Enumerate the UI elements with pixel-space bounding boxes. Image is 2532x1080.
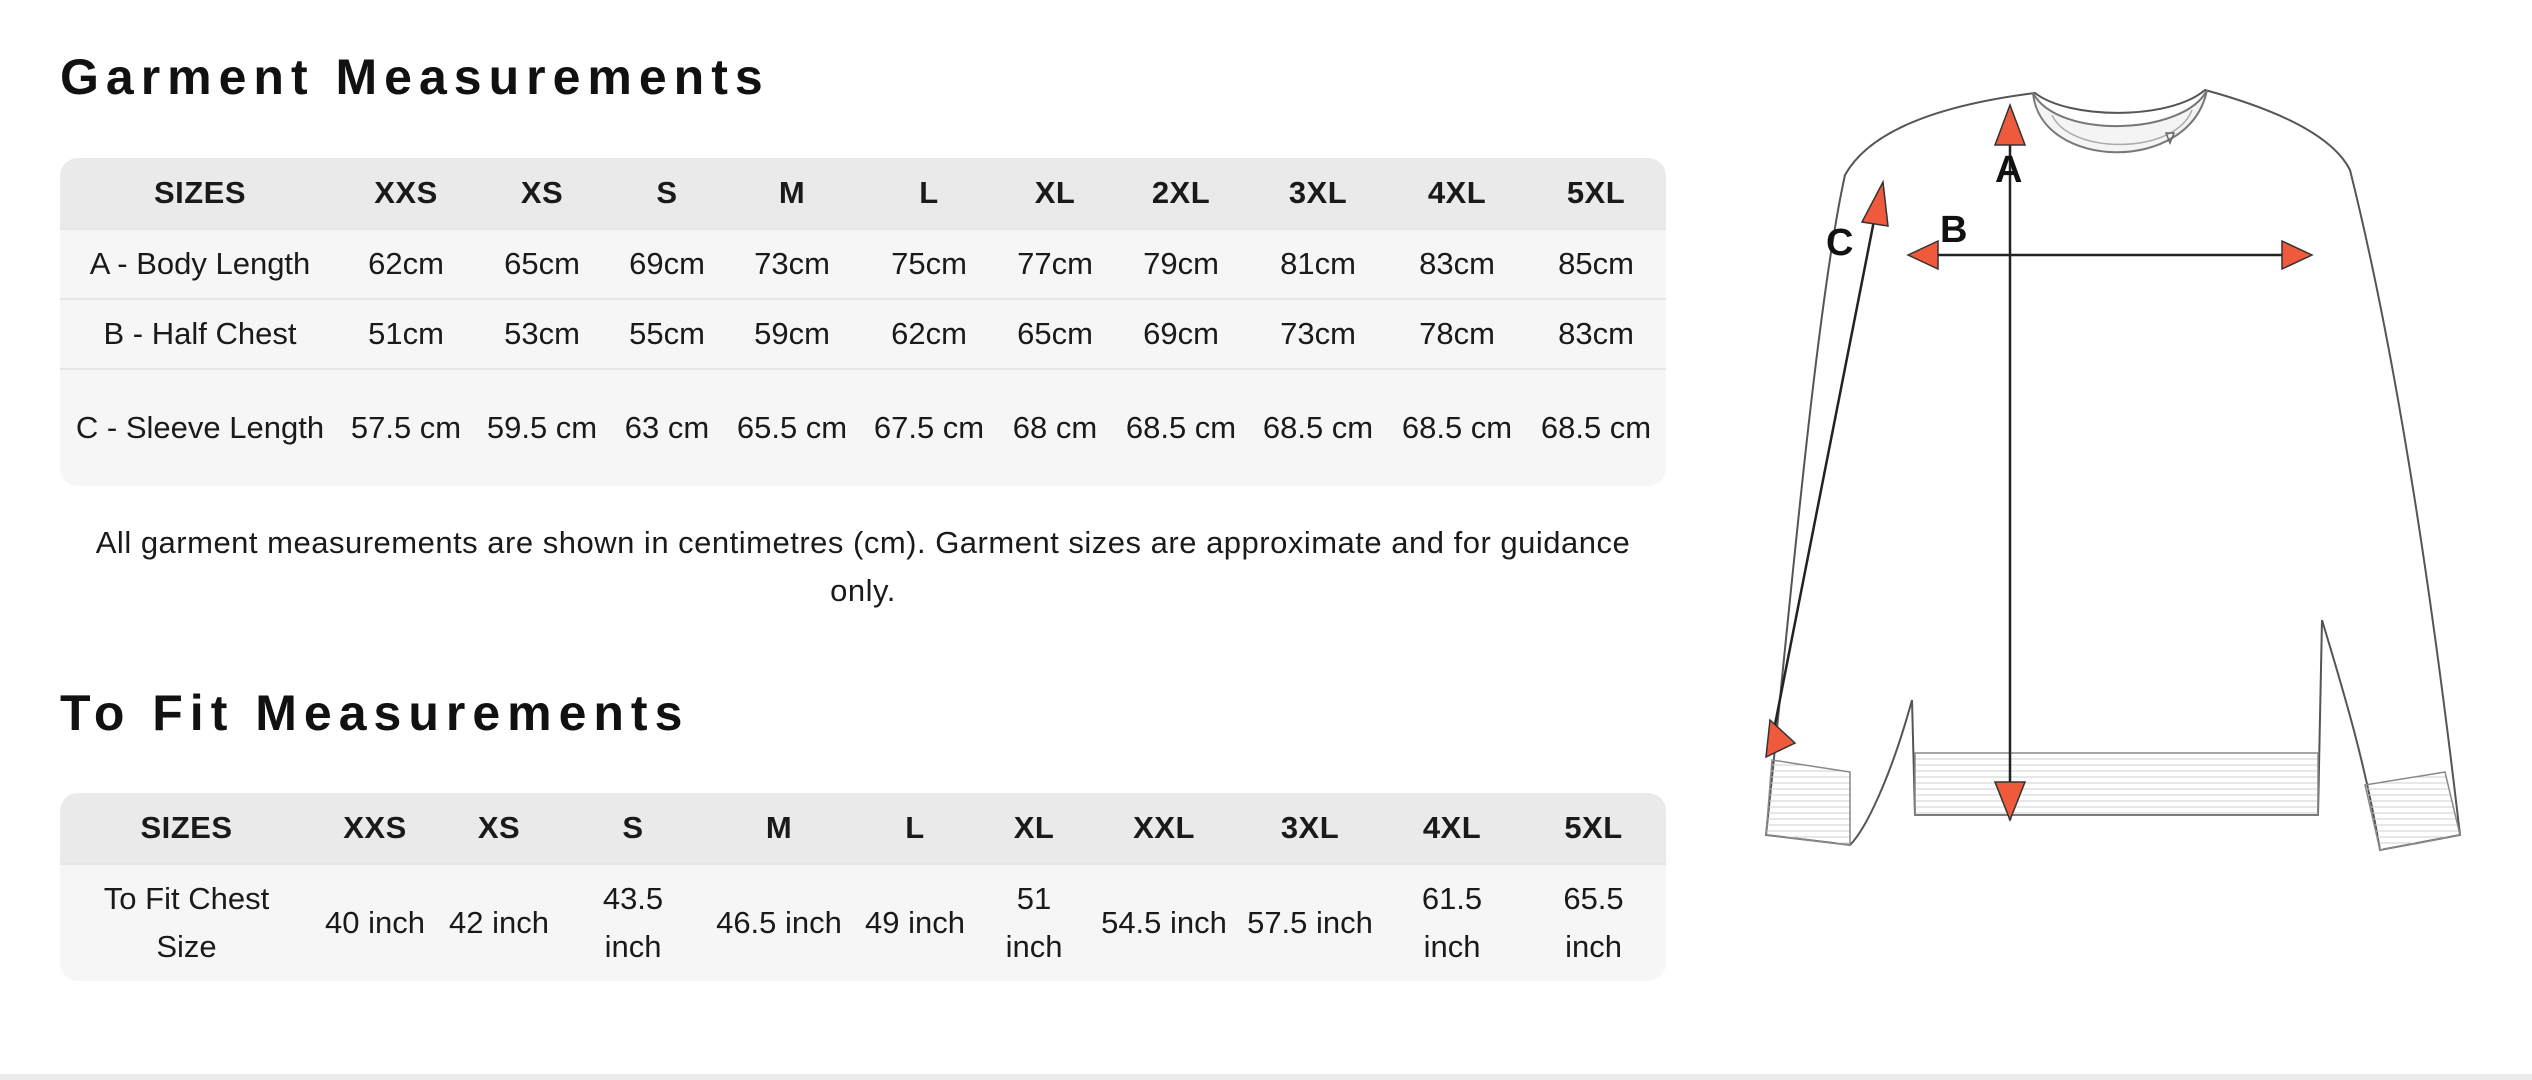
table-cell: 53cm bbox=[472, 298, 612, 368]
table-cell: 57.5 cm bbox=[340, 368, 472, 486]
row-label: C - Sleeve Length bbox=[60, 368, 340, 486]
table-cell: 81cm bbox=[1248, 228, 1388, 298]
table-cell: 40 inch bbox=[313, 863, 437, 981]
table-cell: 43.5 inch bbox=[561, 863, 705, 981]
table-cell: 68 cm bbox=[996, 368, 1114, 486]
header-cell: S bbox=[612, 158, 722, 228]
row-label: B - Half Chest bbox=[60, 298, 340, 368]
label-a: A bbox=[1995, 149, 2023, 191]
table-row bbox=[60, 298, 1666, 368]
to-fit-measurements-title: To Fit Measurements bbox=[60, 685, 690, 741]
header-cell: M bbox=[705, 793, 853, 863]
header-cell: SIZES bbox=[60, 158, 340, 228]
table-header-row bbox=[60, 158, 1666, 228]
table-cell: 49 inch bbox=[853, 863, 977, 981]
header-cell: XS bbox=[472, 158, 612, 228]
table-cell: 78cm bbox=[1388, 298, 1526, 368]
sweater-hem bbox=[1915, 753, 2318, 815]
row-label: To Fit Chest Size bbox=[60, 863, 313, 981]
sweater-body-outline bbox=[1766, 90, 2460, 850]
table-cell: 65.5 cm bbox=[722, 368, 862, 486]
table-cell: 46.5 inch bbox=[705, 863, 853, 981]
table-cell: 42 inch bbox=[437, 863, 561, 981]
right-cuff bbox=[2365, 772, 2460, 850]
header-cell: XXL bbox=[1091, 793, 1237, 863]
table-cell: 65cm bbox=[996, 298, 1114, 368]
left-cuff bbox=[1766, 760, 1850, 845]
header-cell: 3XL bbox=[1248, 158, 1388, 228]
header-cell: S bbox=[561, 793, 705, 863]
table-cell: 67.5 cm bbox=[862, 368, 996, 486]
measurement-note: All garment measurements are shown in centimetres (cm). Garment sizes are approximate and for guidance only. bbox=[95, 525, 1631, 608]
table-cell: 51cm bbox=[340, 298, 472, 368]
header-cell: XS bbox=[437, 793, 561, 863]
header-cell: XXS bbox=[313, 793, 437, 863]
table-cell: 62cm bbox=[340, 228, 472, 298]
garment-measurements-table bbox=[60, 158, 1666, 486]
header-cell: L bbox=[862, 158, 996, 228]
header-cell: 4XL bbox=[1388, 158, 1526, 228]
to-fit-measurements-table bbox=[60, 793, 1666, 981]
header-cell: SIZES bbox=[60, 793, 313, 863]
table-cell: 83cm bbox=[1526, 298, 1666, 368]
table-cell: 73cm bbox=[1248, 298, 1388, 368]
table-cell: 83cm bbox=[1388, 228, 1526, 298]
table-cell: 62cm bbox=[862, 298, 996, 368]
table-row bbox=[60, 228, 1666, 298]
table-cell: 61.5 inch bbox=[1383, 863, 1521, 981]
table-cell: 54.5 inch bbox=[1091, 863, 1237, 981]
header-cell: M bbox=[722, 158, 862, 228]
table-cell: 75cm bbox=[862, 228, 996, 298]
header-cell: XL bbox=[996, 158, 1114, 228]
table-row bbox=[60, 368, 1666, 486]
table-cell: 73cm bbox=[722, 228, 862, 298]
header-cell: 5XL bbox=[1526, 158, 1666, 228]
label-c: C bbox=[1826, 222, 1854, 264]
table-cell: 55cm bbox=[612, 298, 722, 368]
table-cell: 68.5 cm bbox=[1388, 368, 1526, 486]
header-cell: 3XL bbox=[1237, 793, 1383, 863]
table-cell: 79cm bbox=[1114, 228, 1248, 298]
table-cell: 68.5 cm bbox=[1114, 368, 1248, 486]
table-cell: 63 cm bbox=[612, 368, 722, 486]
table-cell: 85cm bbox=[1526, 228, 1666, 298]
header-cell: XXS bbox=[340, 158, 472, 228]
header-cell: XL bbox=[977, 793, 1091, 863]
header-cell: 4XL bbox=[1383, 793, 1521, 863]
table-cell: 65.5 inch bbox=[1521, 863, 1666, 981]
table-cell: 57.5 inch bbox=[1237, 863, 1383, 981]
table-cell: 77cm bbox=[996, 228, 1114, 298]
table-cell: 65cm bbox=[472, 228, 612, 298]
header-cell: L bbox=[853, 793, 977, 863]
label-b: B bbox=[1940, 209, 1968, 251]
header-cell: 5XL bbox=[1521, 793, 1666, 863]
page-bottom-divider bbox=[0, 1074, 2532, 1080]
table-row bbox=[60, 863, 1666, 981]
table-cell: 69cm bbox=[612, 228, 722, 298]
table-cell: 69cm bbox=[1114, 298, 1248, 368]
table-cell: 59cm bbox=[722, 298, 862, 368]
table-header-row bbox=[60, 793, 1666, 863]
table-cell: 59.5 cm bbox=[472, 368, 612, 486]
header-cell: 2XL bbox=[1114, 158, 1248, 228]
row-label: A - Body Length bbox=[60, 228, 340, 298]
sweater-measurement-diagram bbox=[1740, 60, 2480, 860]
table-cell: 68.5 cm bbox=[1248, 368, 1388, 486]
table-cell: 51 inch bbox=[977, 863, 1091, 981]
table-cell: 68.5 cm bbox=[1526, 368, 1666, 486]
garment-measurements-title: Garment Measurements bbox=[60, 49, 770, 105]
